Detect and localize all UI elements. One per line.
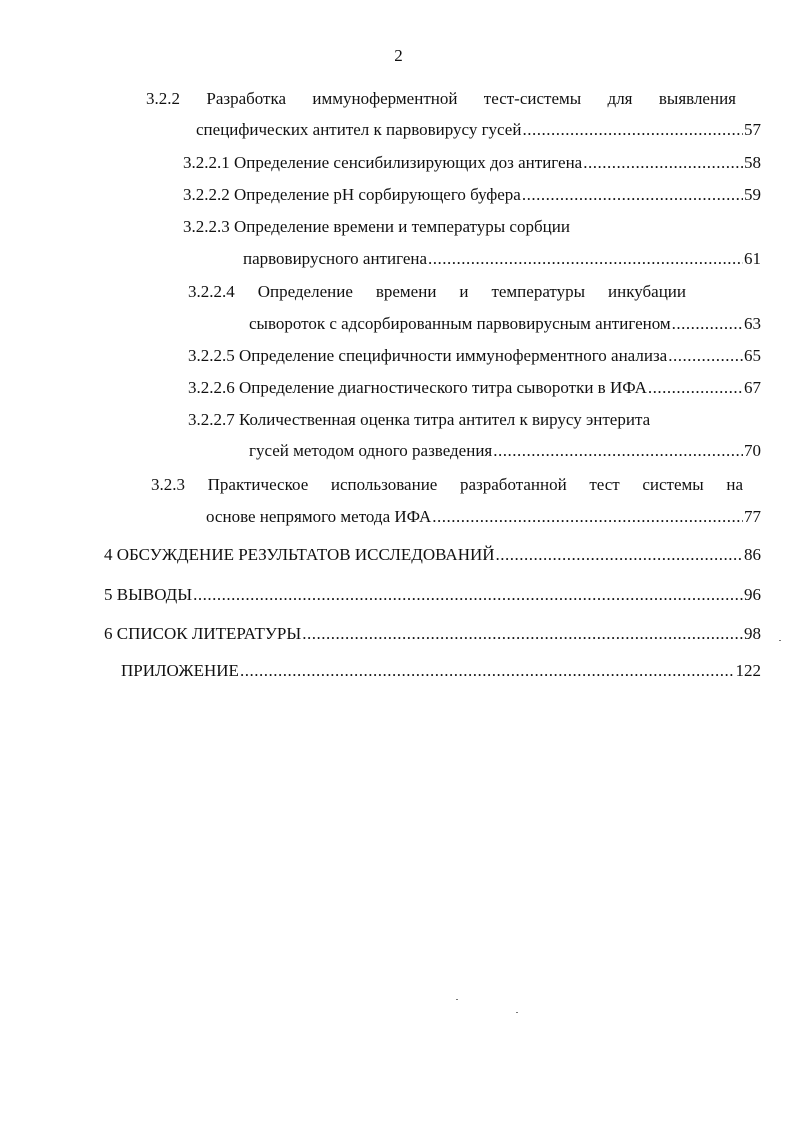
toc-entry-title: ПРИЛОЖЕНИЕ — [121, 661, 239, 680]
toc-entry — [243, 249, 761, 269]
toc-entry — [121, 661, 761, 681]
toc-entry-title: 3.2.2.6 Определение диагностического титра сыворотки в ИФА — [188, 378, 647, 397]
toc-page-number: 70 — [744, 441, 761, 460]
toc-entry — [183, 185, 761, 205]
toc-entry — [104, 545, 761, 565]
toc-entry-heading: 3.2.2.4 Определение времени и температуры инкубации — [188, 282, 686, 301]
leader-dots — [496, 545, 743, 565]
leader-dots — [522, 120, 743, 140]
leader-dots — [493, 441, 743, 461]
toc-entry — [104, 585, 761, 605]
leader-dots — [193, 585, 743, 605]
toc-entry — [188, 378, 761, 398]
leader-dots — [522, 185, 743, 205]
toc-page-number: 122 — [735, 661, 761, 680]
toc-entry-title: 6 СПИСОК ЛИТЕРАТУРЫ — [104, 624, 302, 643]
toc-page-number: 96 — [744, 585, 761, 604]
leader-dots — [432, 507, 743, 527]
scan-speck — [516, 1012, 518, 1013]
toc-entry — [196, 120, 761, 140]
leader-dots — [648, 378, 743, 398]
toc-page-number: 67 — [744, 378, 761, 397]
toc-entry-heading: 3.2.2.7 Количественная оценка титра антител к вирусу энтерита — [188, 410, 651, 429]
toc-entry-title: сывороток с адсорбированным парвовирусным антигеном — [249, 314, 671, 333]
toc-entry — [104, 624, 761, 644]
toc-entry-heading: 3.2.2 Разработка иммуноферментной тест-системы для выявления — [146, 89, 736, 108]
toc-entry-title: 3.2.2.5 Определение специфичности иммуноферментного анализа — [188, 346, 668, 365]
toc-page-number: 65 — [744, 346, 761, 365]
toc-entry — [183, 153, 761, 173]
toc-entry — [249, 441, 761, 461]
toc-entry — [188, 346, 761, 366]
leader-dots — [672, 314, 743, 334]
scan-speck — [456, 999, 458, 1000]
toc-page-number: 58 — [744, 153, 761, 172]
scan-speck — [779, 640, 781, 641]
toc-page-number: 86 — [744, 545, 761, 564]
toc-entry-title: 3.2.2.1 Определение сенсибилизирующих доз антигена — [183, 153, 583, 172]
toc-entry-title: 4 ОБСУЖДЕНИЕ РЕЗУЛЬТАТОВ ИССЛЕДОВАНИЙ — [104, 545, 495, 564]
toc-entry-title: основе непрямого метода ИФА — [206, 507, 432, 526]
toc-page-number: 57 — [744, 120, 761, 139]
leader-dots — [428, 249, 743, 269]
toc-page-number: 77 — [744, 507, 761, 526]
toc-entry-title: гусей методом одного разведения — [249, 441, 493, 460]
toc-entry-title: парвовирусного антигена — [243, 249, 428, 268]
toc-entry-title: специфических антител к парвовирусу гусей — [196, 120, 522, 139]
toc-entry-heading: 3.2.3 Практическое использование разработанной тест системы на — [151, 475, 743, 494]
toc-entry — [249, 314, 761, 334]
page-number: 2 — [394, 46, 403, 65]
leader-dots — [583, 153, 743, 173]
toc-entry-title: 5 ВЫВОДЫ — [104, 585, 193, 604]
toc-entry-heading: 3.2.2.3 Определение времени и температуры сорбции — [183, 217, 570, 236]
toc-entry — [206, 507, 761, 527]
leader-dots — [302, 624, 743, 644]
toc-entry-title: 3.2.2.2 Определение pH сорбирующего буфера — [183, 185, 521, 204]
leader-dots — [240, 661, 735, 681]
toc-page-number: 59 — [744, 185, 761, 204]
toc-page-number: 63 — [744, 314, 761, 333]
toc-page-number: 98 — [744, 624, 761, 643]
toc-page-number: 61 — [744, 249, 761, 268]
leader-dots — [668, 346, 743, 366]
